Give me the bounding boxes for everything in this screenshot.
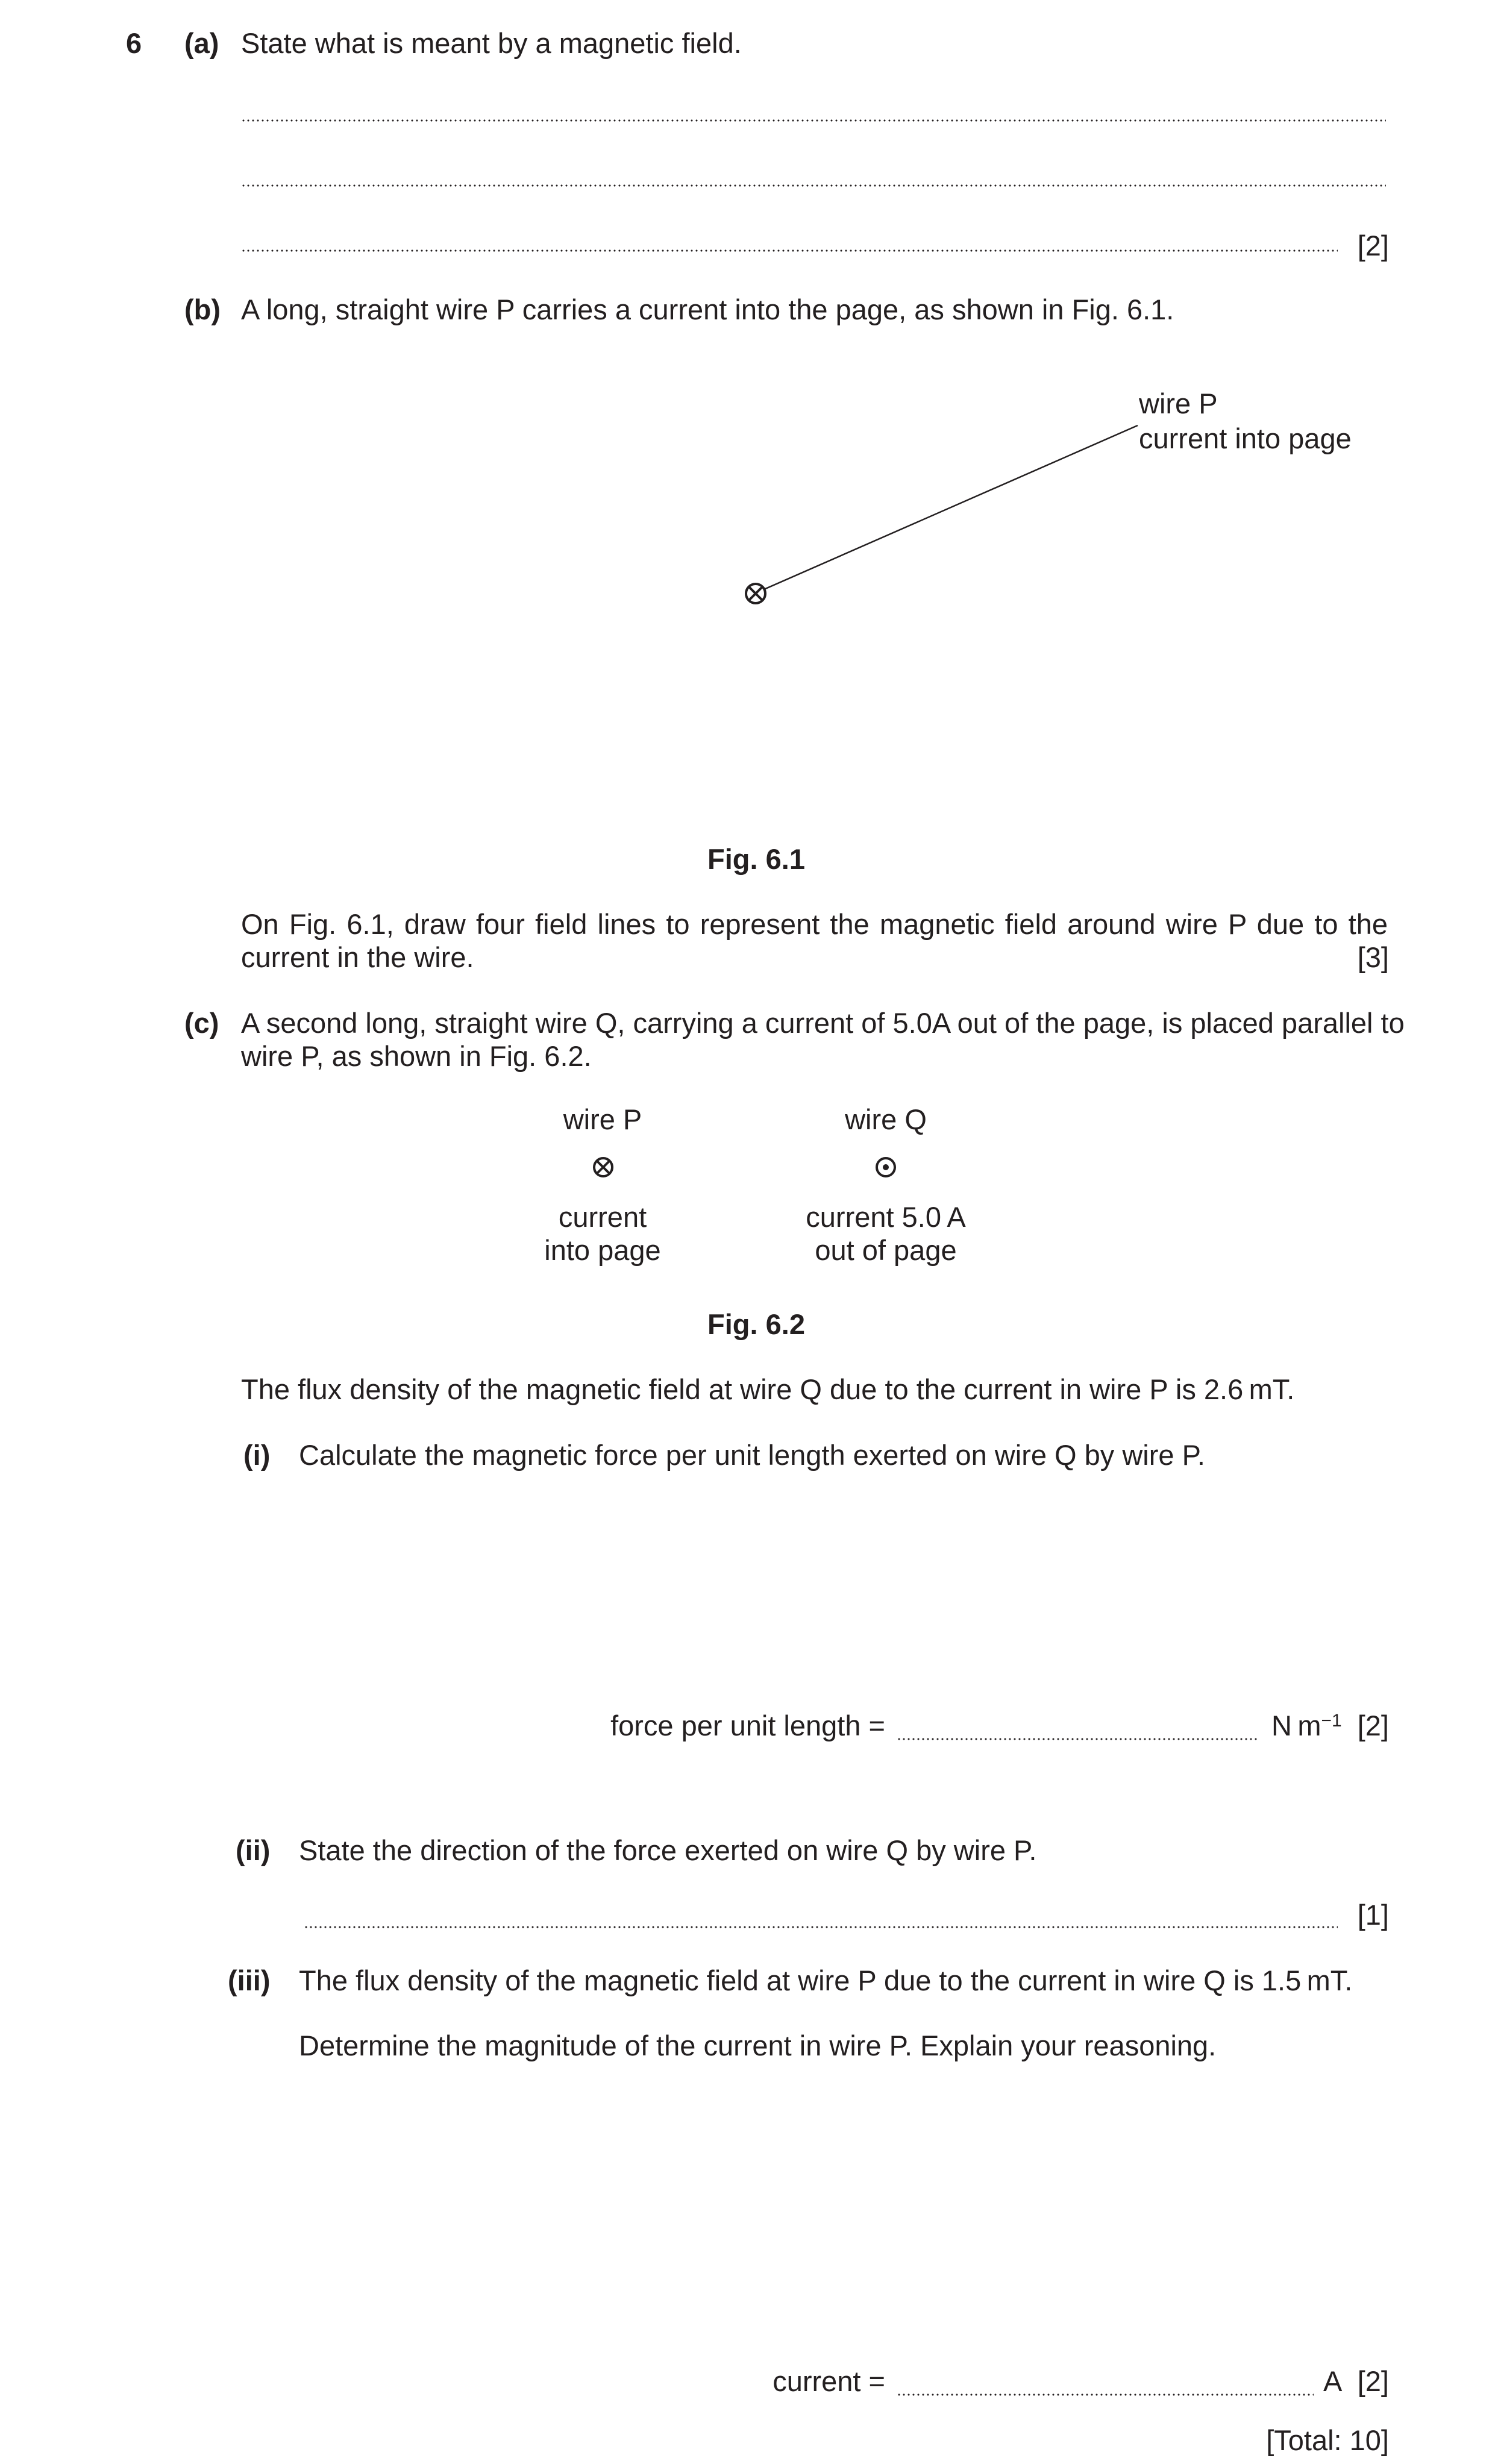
total-marks: [Total: 10]	[1266, 2424, 1389, 2456]
fig-6-2-diagram	[0, 0, 1495, 1205]
current-answer-line[interactable]	[897, 2393, 1314, 2396]
fig-6-2-wire-q-title: wire Q	[845, 1103, 927, 1135]
force-answer-label: force per unit length =	[610, 1710, 885, 1741]
fig-6-2-caption: Fig. 6.2	[707, 1308, 805, 1340]
part-c-i-marks: [2]	[1357, 1710, 1389, 1741]
part-c-i-text: Calculate the magnetic force per unit length exerted on wire Q by wire P.	[299, 1439, 1205, 1471]
part-c-ii-label: (ii)	[236, 1834, 271, 1866]
direction-answer-line[interactable]	[304, 1926, 1338, 1928]
part-a-marks: [2]	[1357, 230, 1389, 262]
fig-6-2-wire-q-desc1: current 5.0 A	[806, 1201, 966, 1233]
question-number: 6	[126, 27, 142, 59]
fig-6-2-wire-p-title: wire P	[563, 1103, 642, 1135]
wire-p-cross-symbol	[594, 1158, 612, 1176]
part-a-text: State what is meant by a magnetic field.	[241, 27, 742, 59]
part-b-instruction-line2: current in the wire.	[241, 941, 474, 973]
part-c-text-line2: wire P, as shown in Fig. 6.2.	[241, 1040, 592, 1072]
wire-q-dot-symbol	[877, 1158, 895, 1176]
part-c-i-label: (i)	[243, 1439, 271, 1471]
part-c-ii-marks: [1]	[1357, 1899, 1389, 1931]
part-c-iii-label: (iii)	[228, 1964, 271, 1996]
fig-6-1-caption: Fig. 6.1	[707, 843, 805, 875]
fig-6-2-wire-q-desc2: out of page	[815, 1234, 957, 1266]
part-c-ii-text: State the direction of the force exerted on wire Q by wire P.	[299, 1834, 1037, 1866]
part-c-iii-text: The flux density of the magnetic field at wire P due to the current in wire Q is 1.5 mT.	[299, 1964, 1353, 1996]
part-c-iii-marks: [2]	[1357, 2365, 1389, 2397]
current-unit: A	[1323, 2365, 1343, 2397]
fig-6-2-wire-p-desc2: into page	[544, 1234, 661, 1266]
fig-6-2-wire-p-desc1: current	[558, 1201, 647, 1233]
part-b-marks: [3]	[1357, 941, 1389, 973]
part-c-iii-text2: Determine the magnitude of the current in wire P. Explain your reasoning.	[299, 2030, 1217, 2061]
fig-6-1-label-current: current into page	[1139, 422, 1352, 454]
part-b-label: (b)	[184, 293, 221, 325]
part-b-instruction-line1: On Fig. 6.1, draw four field lines to represent the magnetic field around wire P due to the	[241, 908, 1388, 940]
fig-6-1-label-wire: wire P	[1139, 387, 1218, 419]
part-c-text-line1: A second long, straight wire Q, carrying a current of 5.0A out of the page, is placed parallel to	[241, 1007, 1405, 1039]
current-answer-label: current =	[773, 2365, 885, 2397]
force-answer-line[interactable]	[897, 1738, 1259, 1740]
part-a-label: (a)	[184, 27, 219, 59]
flux-density-statement: The flux density of the magnetic field at wire Q due to the current in wire P is 2.6 mT.	[241, 1373, 1295, 1405]
part-c-label: (c)	[184, 1007, 219, 1039]
force-unit: N $m^{-1}$	[1271, 1710, 1342, 1741]
part-b-text: A long, straight wire P carries a current into the page, as shown in Fig. 6.1.	[241, 293, 1174, 325]
